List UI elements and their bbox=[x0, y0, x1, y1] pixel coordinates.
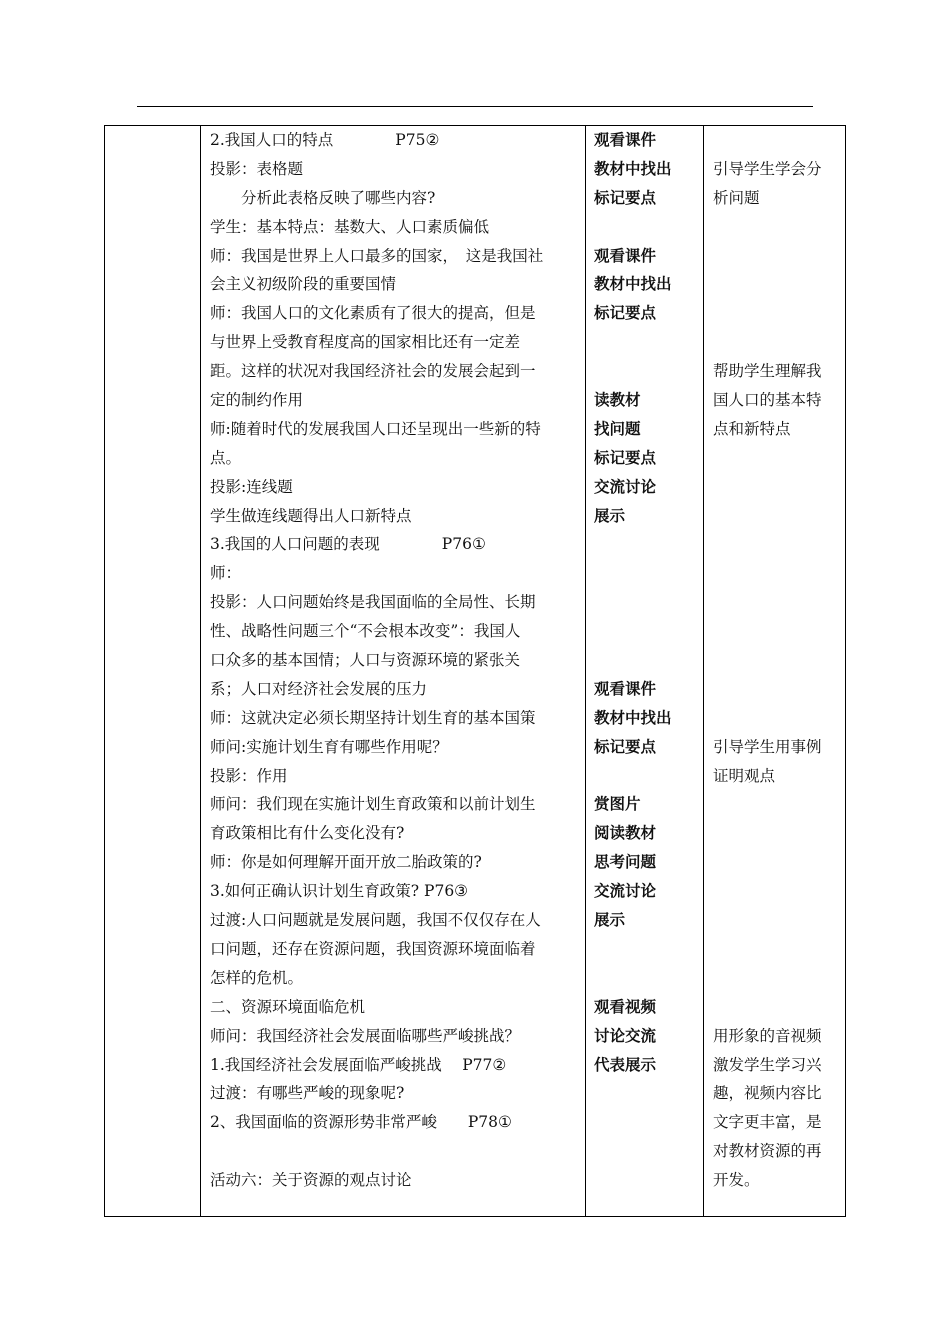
intent-line bbox=[713, 473, 843, 502]
student-line: 展示 bbox=[594, 911, 626, 930]
student-line: 找问题 bbox=[594, 419, 641, 438]
teacher-line: 3.如何正确认识计划生育政策? P76③ bbox=[210, 882, 469, 901]
student-line: 讨论交流 bbox=[594, 1026, 657, 1045]
teacher-line: 育政策相比有什么变化没有? bbox=[210, 824, 405, 843]
intent-line bbox=[713, 993, 843, 1022]
teacher-line: 与世界上受教育程度高的国家相比还有一定差 bbox=[210, 333, 521, 352]
teacher-line: 口众多的基本国情；人口与资源环境的紧张关 bbox=[210, 651, 521, 670]
teacher-line: 师：你是如何理解开面开放二胎政策的? bbox=[210, 853, 482, 872]
student-line: 观看课件 bbox=[594, 679, 657, 698]
student-line: 代表展示 bbox=[594, 1055, 657, 1074]
teacher-line: 投影：表格题 bbox=[210, 159, 304, 178]
intent-line bbox=[713, 906, 843, 935]
teacher-line: 会主义初级阶段的重要国情 bbox=[210, 275, 397, 294]
teacher-line: 师:随着时代的发展我国人口还呈现出一些新的特 bbox=[210, 419, 541, 438]
student-line: 观看视频 bbox=[594, 997, 657, 1016]
teacher-line: 分析此表格反映了哪些内容? bbox=[210, 188, 436, 207]
intent-line bbox=[713, 213, 843, 242]
student-line: 交流讨论 bbox=[594, 477, 657, 496]
teacher-line: 怎样的危机。 bbox=[210, 968, 304, 987]
intent-line: 用形象的音视频 bbox=[713, 1026, 822, 1045]
student-line: 标记要点 bbox=[594, 448, 657, 467]
intent-line bbox=[713, 646, 843, 675]
column-divider bbox=[703, 126, 704, 1216]
teacher-line: 学生做连线题得出人口新特点 bbox=[210, 506, 412, 525]
intent-line: 引导学生用事例 bbox=[713, 737, 822, 756]
student-line bbox=[594, 646, 699, 675]
student-line: 读教材 bbox=[594, 391, 641, 410]
student-line bbox=[594, 559, 699, 588]
teacher-line: 定的制约作用 bbox=[210, 391, 304, 410]
teacher-line: 3.我国的人口问题的表现 P76① bbox=[210, 535, 486, 554]
intent-line: 激发学生学习兴 bbox=[713, 1055, 822, 1074]
teacher-line: 投影：作用 bbox=[210, 766, 288, 785]
intent-line bbox=[713, 935, 843, 964]
student-line: 教材中找出 bbox=[594, 159, 672, 178]
student-line bbox=[594, 213, 699, 242]
student-line: 观看课件 bbox=[594, 131, 657, 149]
teacher-line: 系；人口对经济社会发展的压力 bbox=[210, 679, 428, 698]
intent-line: 文字更丰富，是 bbox=[713, 1113, 822, 1132]
column-divider bbox=[200, 126, 201, 1216]
design-intent-cell bbox=[713, 126, 843, 1195]
teacher-line: 师问：我们现在实施计划生育政策和以前计划生 bbox=[210, 795, 536, 814]
teacher-line: 师问：我国经济社会发展面临哪些严峻挑战？ bbox=[210, 1026, 521, 1045]
intent-line: 析问题 bbox=[713, 188, 760, 207]
intent-line bbox=[713, 126, 843, 155]
intent-line: 对教材资源的再 bbox=[713, 1142, 822, 1161]
student-line bbox=[594, 617, 699, 646]
teacher-line: 口问题，还存在资源问题，我国资源环境面临着 bbox=[210, 939, 536, 958]
teacher-line: 点。 bbox=[210, 448, 242, 467]
teacher-line: 投影:连线题 bbox=[210, 477, 293, 496]
intent-line: 引导学生学会分 bbox=[713, 159, 822, 178]
intent-line: 国人口的基本特 bbox=[713, 391, 822, 410]
teacher-line: 师：我国是世界上人口最多的国家， 这是我国社 bbox=[210, 246, 544, 265]
student-line bbox=[594, 530, 699, 559]
teacher-line: 2、我国面临的资源形势非常严峻 P78① bbox=[210, 1113, 512, 1132]
student-line: 展示 bbox=[594, 506, 626, 525]
teacher-line: 性、战略性问题三个“不会根本改变”：我国人 bbox=[210, 622, 521, 641]
student-line bbox=[594, 588, 699, 617]
intent-line bbox=[713, 588, 843, 617]
column-divider bbox=[585, 126, 586, 1216]
teacher-line: 师问:实施计划生育有哪些作用呢？ bbox=[210, 737, 448, 756]
student-line: 教材中找出 bbox=[594, 708, 672, 727]
intent-line: 点和新特点 bbox=[713, 419, 791, 438]
student-line bbox=[594, 762, 699, 791]
teacher-line: 过渡：有哪些严峻的现象呢? bbox=[210, 1084, 405, 1103]
student-line bbox=[594, 328, 699, 357]
student-line: 赏图片 bbox=[594, 795, 641, 814]
teacher-line: 投影：人口问题始终是我国面临的全局性、长期 bbox=[210, 593, 536, 612]
intent-line bbox=[713, 299, 843, 328]
student-line bbox=[594, 935, 699, 964]
intent-line bbox=[713, 790, 843, 819]
intent-line bbox=[713, 559, 843, 588]
teacher-line: 二、资源环境面临危机 bbox=[210, 997, 366, 1016]
teacher-line: 师： bbox=[210, 564, 242, 583]
intent-line bbox=[713, 617, 843, 646]
student-line: 思考问题 bbox=[594, 853, 657, 872]
intent-line bbox=[713, 242, 843, 271]
intent-line: 证明观点 bbox=[713, 766, 776, 785]
intent-line: 趣，视频内容比 bbox=[713, 1084, 822, 1103]
student-line: 标记要点 bbox=[594, 304, 657, 323]
teacher-activity-cell bbox=[210, 126, 580, 1195]
intent-line bbox=[713, 502, 843, 531]
intent-line bbox=[713, 530, 843, 559]
lesson-table bbox=[104, 125, 846, 1217]
header-rule bbox=[137, 106, 813, 107]
student-line: 标记要点 bbox=[594, 188, 657, 207]
teacher-line: 活动六：关于资源的观点讨论 bbox=[210, 1171, 412, 1190]
teacher-line: 师：这就决定必须长期坚持计划生育的基本国策 bbox=[210, 708, 536, 727]
teacher-line: 学生：基本特点：基数大、人口素质偏低 bbox=[210, 217, 490, 236]
student-line: 教材中找出 bbox=[594, 275, 672, 294]
teacher-line bbox=[210, 1137, 580, 1166]
intent-line bbox=[713, 270, 843, 299]
intent-line bbox=[713, 675, 843, 704]
intent-line: 帮助学生理解我 bbox=[713, 362, 822, 381]
student-line bbox=[594, 357, 699, 386]
teacher-line: 过渡:人口问题就是发展问题，我国不仅仅存在人 bbox=[210, 911, 541, 930]
student-line: 观看课件 bbox=[594, 246, 657, 265]
intent-line bbox=[713, 704, 843, 733]
intent-line bbox=[713, 444, 843, 473]
student-line bbox=[594, 964, 699, 993]
student-line: 交流讨论 bbox=[594, 882, 657, 901]
student-activity-cell bbox=[594, 126, 699, 1079]
student-line: 阅读教材 bbox=[594, 824, 657, 843]
teacher-line: 1.我国经济社会发展面临严峻挑战 P77② bbox=[210, 1055, 507, 1074]
intent-line bbox=[713, 964, 843, 993]
intent-line bbox=[713, 819, 843, 848]
teacher-line: 距。这样的状况对我国经济社会的发展会起到一 bbox=[210, 362, 536, 381]
teacher-line: 师：我国人口的文化素质有了很大的提高，但是 bbox=[210, 304, 536, 323]
intent-line: 开发。 bbox=[713, 1171, 760, 1190]
intent-line bbox=[713, 877, 843, 906]
teacher-line: 2.我国人口的特点 P75② bbox=[210, 131, 440, 149]
intent-line bbox=[713, 848, 843, 877]
intent-line bbox=[713, 328, 843, 357]
student-line: 标记要点 bbox=[594, 737, 657, 756]
